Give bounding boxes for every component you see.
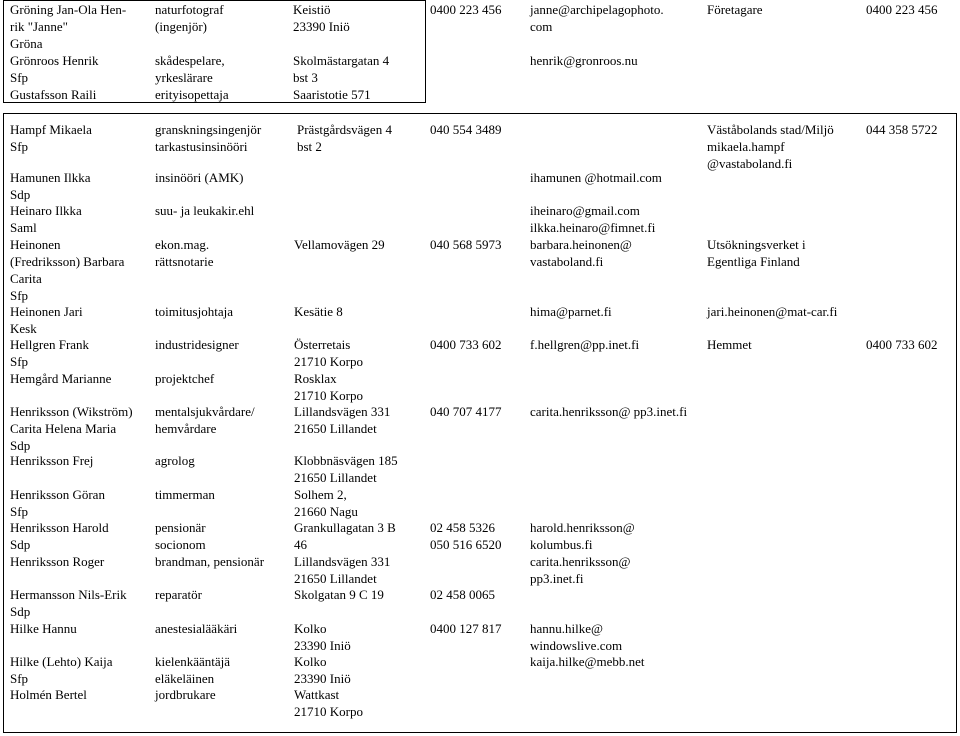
text-line: 040 554 3489 (430, 122, 502, 137)
text-line: Hellgren Frank (10, 337, 90, 352)
text-line: bst 2 (297, 139, 322, 154)
text-line: Sfp (10, 354, 29, 369)
entry-heinonen-b-phone (430, 236, 502, 253)
text-line: ekon.mag. (155, 237, 210, 252)
text-line: skådespelare, (155, 53, 225, 68)
text-line: kielenkääntäjä (155, 654, 231, 669)
text-line: Hampf Mikaela (10, 122, 92, 137)
text-line: jordbrukare (155, 687, 216, 702)
entry-hellgren-phone (430, 336, 502, 353)
entry-hampf-phone (430, 121, 502, 138)
text-line: Hermansson Nils-Erik (10, 587, 127, 602)
text-line: Henriksson Göran (10, 487, 105, 502)
text-line: brandman, pensionär (155, 554, 265, 569)
text-line: rättsnotarie (155, 254, 214, 269)
text-line: Lillandsvägen 331 (294, 404, 391, 419)
entry-henriksson-c-title (155, 403, 255, 437)
text-line: naturfotograf (155, 2, 224, 17)
text-line: Utsökningsverket i (707, 237, 806, 252)
entry-hilke-k-email (530, 653, 645, 670)
text-line: Sdp (10, 604, 31, 619)
text-line: 02 458 5326 (430, 520, 495, 535)
text-line: Sfp (10, 70, 29, 85)
entry-hellgren-extra (707, 336, 752, 353)
text-line: (ingenjör) (155, 19, 207, 34)
entry-grisselman-title (155, 1, 224, 35)
text-line: 23390 Iniö (293, 19, 350, 34)
text-line: Henriksson Roger (10, 554, 105, 569)
text-line: @vastaboland.fi (707, 156, 793, 171)
entry-hellgren-name (10, 336, 89, 370)
entry-henriksson-r-name (10, 553, 104, 570)
text-line: carita.henriksson@ pp3.inet.fi (530, 404, 688, 419)
text-line: Carita Helena Maria (10, 421, 117, 436)
entry-heinonen-j-extra (707, 303, 837, 320)
entry-gustafsson-address (293, 86, 371, 103)
text-line: granskningsingenjör (155, 122, 262, 137)
entry-henriksson-g-address (294, 486, 358, 520)
text-line: Egentliga Finland (707, 254, 800, 269)
entry-henriksson-c-email (530, 403, 687, 420)
text-line: 0400 733 602 (430, 337, 502, 352)
entry-henriksson-f-name (10, 452, 93, 469)
entry-heinonen-b-name (10, 236, 124, 304)
text-line: Vellamovägen 29 (294, 237, 385, 252)
entry-hampf-extra-phone (866, 121, 938, 138)
entry-grisselman-email (530, 1, 664, 35)
text-line: (Fredriksson) Barbara (10, 254, 125, 269)
entry-hilke-h-address (294, 620, 351, 654)
entry-heinonen-b-address (294, 236, 385, 253)
entry-henriksson-f-title (155, 452, 195, 469)
text-line: Hemmet (707, 337, 752, 352)
entry-holmen-address (294, 686, 363, 720)
text-line: insinööri (AMK) (155, 170, 244, 185)
text-line: Henriksson Harold (10, 520, 109, 535)
entry-heinonen-j-name (10, 303, 83, 337)
entry-henriksson-c-name (10, 403, 133, 454)
entry-henriksson-h-address (294, 519, 396, 553)
entry-hermansson-title (155, 586, 202, 603)
entry-henriksson-g-name (10, 486, 105, 520)
text-line: Sfp (10, 139, 29, 154)
text-line: 0400 733 602 (866, 337, 938, 352)
text-line: pp3.inet.fi (530, 571, 584, 586)
entry-heinonen-j-email (530, 303, 612, 320)
entry-henriksson-c-phone (430, 403, 502, 420)
entry-grisselman-address (293, 1, 350, 35)
entry-heinonen-b-extra (707, 236, 806, 270)
entry-heinaro-name (10, 202, 82, 236)
entry-hilke-k-title (155, 653, 230, 687)
text-line: projektchef (155, 371, 215, 386)
entry-heinaro-email (530, 202, 655, 236)
text-line: Klobbnäsvägen 185 (294, 453, 398, 468)
text-line: 040 568 5973 (430, 237, 502, 252)
text-line: com (530, 19, 553, 34)
text-line: tarkastusinsinööri (155, 139, 248, 154)
text-line: yrkeslärare (155, 70, 213, 85)
text-line: 0400 223 456 (430, 2, 502, 17)
entry-hermansson-address (294, 586, 384, 603)
text-line: Sfp (10, 504, 29, 519)
text-line: Kolko (294, 654, 327, 669)
entry-holmen-title (155, 686, 216, 703)
entry-hellgren-email (530, 336, 639, 353)
text-line: kaija.hilke@mebb.net (530, 654, 645, 669)
text-line: 46 (294, 537, 307, 552)
text-line: ilkka.heinaro@fimnet.fi (530, 220, 656, 235)
entry-gronroos-name (10, 52, 98, 86)
entry-hampf-email (707, 121, 834, 172)
entry-hellgren-title (155, 336, 239, 353)
text-line: 0400 223 456 (866, 2, 938, 17)
entry-hemgard-title (155, 370, 214, 387)
entry-hampf-title (155, 121, 261, 155)
text-line: Hilke (Lehto) Kaija (10, 654, 113, 669)
text-line: Hamunen Ilkka (10, 170, 91, 185)
text-line: mikaela.hampf (707, 139, 785, 154)
text-line: 02 458 0065 (430, 587, 495, 602)
text-line: Gröna (10, 36, 43, 51)
entry-henriksson-r-title (155, 553, 264, 570)
text-line: timmerman (155, 487, 215, 502)
text-line: Sdp (10, 438, 31, 453)
text-line: carita.henriksson@ (530, 554, 631, 569)
entry-grisselman-extra (707, 1, 763, 18)
entry-hilke-k-address (294, 653, 351, 687)
text-line: Sdp (10, 187, 31, 202)
entry-henriksson-h-title (155, 519, 206, 553)
text-line: Rosklax (294, 371, 337, 386)
text-line: hemvårdare (155, 421, 217, 436)
entry-hilke-h-email (530, 620, 622, 654)
entry-heinonen-b-email (530, 236, 632, 270)
text-line: Väståbolands stad/Miljö (707, 122, 834, 137)
entry-hilke-h-phone (430, 620, 502, 637)
text-line: Prästgårdsvägen 4 (297, 122, 392, 137)
text-line: toimitusjohtaja (155, 304, 233, 319)
text-line: 21660 Nagu (294, 504, 358, 519)
text-line: erityisopettaja (155, 87, 229, 102)
entry-hellgren-extra-phone (866, 336, 938, 353)
text-line: 21710 Korpo (294, 704, 363, 719)
text-line: reparatör (155, 587, 202, 602)
text-line: janne@archipelagophoto. (530, 2, 664, 17)
text-line: Österretais (294, 337, 351, 352)
text-line: Keistiö (293, 2, 331, 17)
entry-hamunen-email (530, 169, 662, 186)
text-line: Henriksson Frej (10, 453, 94, 468)
text-line: Grönroos Henrik (10, 53, 99, 68)
text-line: Saaristotie 571 (293, 87, 371, 102)
text-line: Saml (10, 220, 37, 235)
text-line: iheinaro@gmail.com (530, 203, 640, 218)
text-line: Skolgatan 9 C 19 (294, 587, 384, 602)
entry-hellgren-address (294, 336, 363, 370)
entry-gustafsson-name (10, 86, 96, 103)
text-line: Skolmästargatan 4 (293, 53, 390, 68)
entry-grisselman-extra-phone (866, 1, 938, 18)
entry-henriksson-g-title (155, 486, 215, 503)
text-line: Grankullagatan 3 B (294, 520, 396, 535)
text-line: Hilke Hannu (10, 621, 77, 636)
text-line: rik "Janne" (10, 19, 68, 34)
text-line: 040 707 4177 (430, 404, 502, 419)
text-line: Kesätie 8 (294, 304, 343, 319)
entry-henriksson-h-email (530, 519, 635, 553)
entry-hermansson-name (10, 586, 127, 620)
text-line: eläkeläinen (155, 671, 215, 686)
text-line: harold.henriksson@ (530, 520, 635, 535)
text-line: jari.heinonen@mat-car.fi (707, 304, 838, 319)
text-line: agrolog (155, 453, 195, 468)
text-line: Sfp (10, 671, 29, 686)
text-line: 21710 Korpo (294, 388, 363, 403)
entry-henriksson-h-phone (430, 519, 502, 553)
text-line: 23390 Iniö (294, 638, 351, 653)
entry-gronroos-email (530, 52, 638, 69)
text-line: pensionär (155, 520, 206, 535)
entry-henriksson-f-address (294, 452, 398, 486)
entry-henriksson-h-name (10, 519, 109, 553)
text-line: Sdp (10, 537, 31, 552)
entry-hilke-h-name (10, 620, 77, 637)
entry-hermansson-phone (430, 586, 495, 603)
text-line: 23390 Iniö (294, 671, 351, 686)
text-line: suu- ja leukakir.ehl (155, 203, 255, 218)
entry-hamunen-title (155, 169, 243, 186)
entry-gronroos-title (155, 52, 225, 86)
entry-henriksson-c-address (294, 403, 390, 437)
entry-heinonen-b-title (155, 236, 213, 270)
text-line: Wattkast (294, 687, 340, 702)
text-line: 21710 Korpo (294, 354, 363, 369)
text-line: kolumbus.fi (530, 537, 593, 552)
entry-holmen-name (10, 686, 87, 703)
text-line: Lillandsvägen 331 (294, 554, 391, 569)
entry-hemgard-name (10, 370, 111, 387)
entry-heinonen-j-title (155, 303, 233, 320)
text-line: 050 516 6520 (430, 537, 502, 552)
text-line: Gustafsson Raili (10, 87, 97, 102)
text-line: windowslive.com (530, 638, 623, 653)
text-line: Företagare (707, 2, 763, 17)
text-line: barbara.heinonen@ (530, 237, 632, 252)
entry-hilke-h-title (155, 620, 237, 637)
text-line: anestesialääkäri (155, 621, 238, 636)
text-line: henrik@gronroos.nu (530, 53, 638, 68)
text-line: Sfp (10, 288, 29, 303)
text-line: hannu.hilke@ (530, 621, 603, 636)
text-line: 21650 Lillandet (294, 421, 377, 436)
text-line: Heinonen (10, 237, 61, 252)
text-line: 0400 127 817 (430, 621, 502, 636)
entry-heinaro-title (155, 202, 254, 219)
entry-henriksson-r-email (530, 553, 630, 587)
text-line: Solhem 2, (294, 487, 347, 502)
text-line: Henriksson (Wikström) (10, 404, 133, 419)
text-line: 21650 Lillandet (294, 571, 377, 586)
text-line: vastaboland.fi (530, 254, 604, 269)
text-line: ihamunen @hotmail.com (530, 170, 662, 185)
entry-hampf-address (297, 121, 392, 155)
main-entries-frame (3, 113, 957, 733)
entry-hampf-name (10, 121, 92, 155)
text-line: Holmén Bertel (10, 687, 87, 702)
entry-grisselman-phone (430, 1, 502, 18)
text-line: Kesk (10, 321, 37, 336)
text-line: Heinonen Jari (10, 304, 83, 319)
entry-hemgard-address (294, 370, 363, 404)
entry-heinonen-j-address (294, 303, 343, 320)
text-line: Gröning Jan-Ola Hen- (10, 2, 127, 17)
entry-hilke-k-name (10, 653, 113, 687)
entry-gronroos-address (293, 52, 389, 86)
entry-grisselman-name (10, 1, 126, 52)
text-line: Carita (10, 271, 42, 286)
text-line: 044 358 5722 (866, 122, 938, 137)
entry-hamunen-name (10, 169, 91, 203)
text-line: mentalsjukvårdare/ (155, 404, 255, 419)
text-line: Kolko (294, 621, 327, 636)
text-line: bst 3 (293, 70, 318, 85)
text-line: f.hellgren@pp.inet.fi (530, 337, 640, 352)
text-line: hima@parnet.fi (530, 304, 612, 319)
text-line: 21650 Lillandet (294, 470, 377, 485)
text-line: Hemgård Marianne (10, 371, 112, 386)
text-line: industridesigner (155, 337, 239, 352)
text-line: Heinaro Ilkka (10, 203, 82, 218)
entry-henriksson-r-address (294, 553, 390, 587)
entry-gustafsson-title (155, 86, 229, 103)
text-line: socionom (155, 537, 206, 552)
